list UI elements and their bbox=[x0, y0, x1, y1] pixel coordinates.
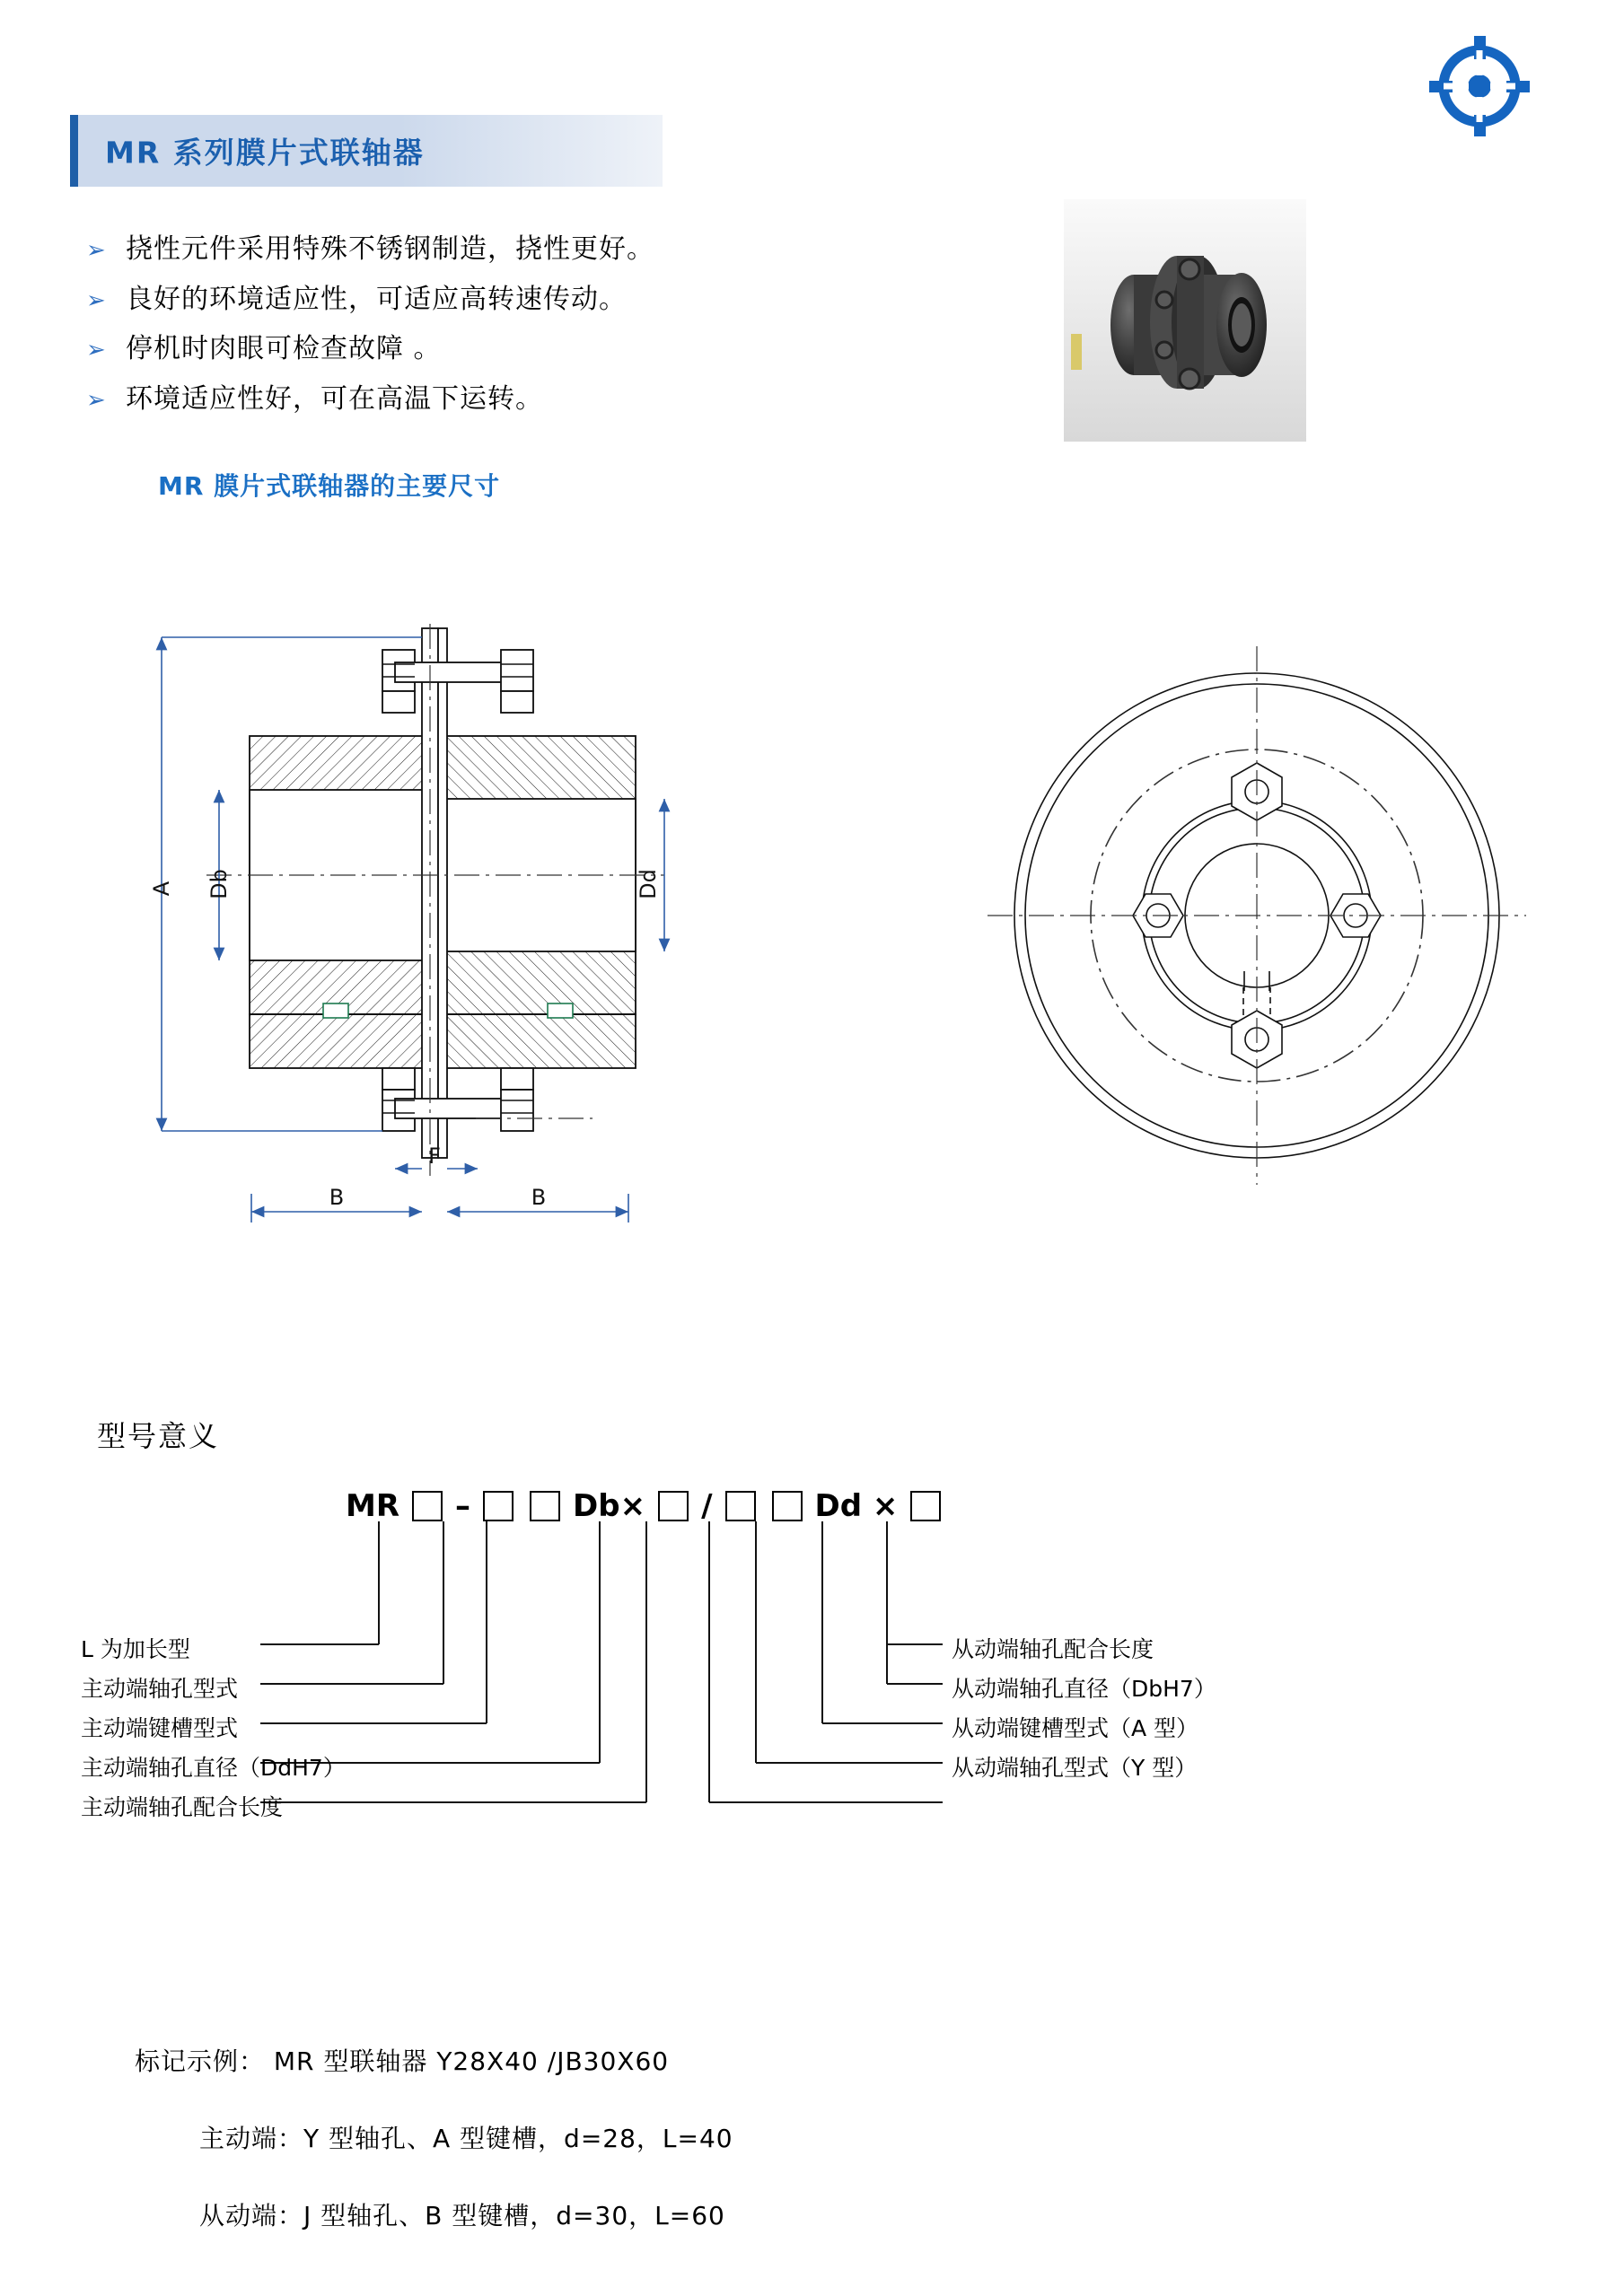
page-title: MR 系列膜片式联轴器 bbox=[105, 135, 425, 171]
arrow-bullet-icon: ➢ bbox=[86, 337, 106, 364]
list-item bbox=[86, 381, 894, 418]
dim-label-B-right: B bbox=[531, 1185, 547, 1210]
coupling-front-view-drawing bbox=[970, 619, 1562, 1266]
arrow-bullet-icon: ➢ bbox=[86, 237, 106, 264]
feature-text: 环境适应性好，可在高温下运转。 bbox=[126, 382, 543, 415]
legend-left-5: 主动端轴孔配合长度 bbox=[81, 1794, 284, 1820]
legend-right-3: 从动端键槽型式（A 型） bbox=[952, 1715, 1199, 1741]
dim-label-B-left: B bbox=[329, 1185, 345, 1210]
example-line-1: 标记示例： MR 型联轴器 Y28X40 /JB30X60 bbox=[135, 2046, 670, 2076]
dim-label-Dd: Dd bbox=[636, 869, 661, 899]
legend-right-2: 从动端轴孔直径（DbH7） bbox=[952, 1676, 1216, 1702]
list-item bbox=[86, 282, 894, 319]
dimensions-sub-heading: MR 膜片式联轴器的主要尺寸 bbox=[158, 471, 501, 501]
dim-label-A: A bbox=[149, 881, 174, 897]
list-item bbox=[86, 232, 894, 268]
legend-left-2: 主动端轴孔型式 bbox=[81, 1676, 239, 1702]
model-code-diagram bbox=[81, 1472, 1553, 2029]
example-line-2: 主动端：Y 型轴孔、A 型键槽，d=28，L=40 bbox=[199, 2124, 733, 2153]
arrow-bullet-icon: ➢ bbox=[86, 286, 106, 314]
feature-text: 良好的环境适应性，可适应高转速传动。 bbox=[126, 283, 627, 315]
feature-text: 停机时肉眼可检查故障 。 bbox=[126, 333, 442, 364]
dim-label-F: F bbox=[428, 1144, 441, 1169]
product-photo bbox=[1064, 199, 1306, 442]
code-dash: – bbox=[455, 1488, 471, 1524]
legend-left-4: 主动端轴孔直径（DdH7） bbox=[81, 1755, 346, 1781]
company-logo bbox=[1429, 36, 1530, 136]
coupling-section-drawing bbox=[126, 619, 916, 1301]
feature-text: 挠性元件采用特殊不锈钢制造，挠性更好。 bbox=[126, 233, 654, 265]
marking-example-block bbox=[135, 2042, 1391, 2274]
legend-left-1: L 为加长型 bbox=[81, 1636, 190, 1662]
model-code-section-title: 型号意义 bbox=[97, 1419, 220, 1453]
legend-left-3: 主动端键槽型式 bbox=[81, 1715, 239, 1741]
code-slash: / bbox=[701, 1488, 713, 1524]
legend-right-1: 从动端轴孔配合长度 bbox=[952, 1636, 1154, 1662]
list-item bbox=[86, 331, 894, 368]
code-db-label: Db× bbox=[573, 1488, 646, 1524]
code-prefix: MR bbox=[346, 1488, 400, 1524]
example-line-3: 从动端：J 型轴孔、B 型键槽，d=30，L=60 bbox=[199, 2201, 725, 2230]
page-title-banner bbox=[70, 115, 663, 187]
feature-list bbox=[86, 232, 894, 431]
code-dd-label: Dd × bbox=[814, 1488, 899, 1524]
dim-label-Db: Db bbox=[206, 869, 232, 899]
arrow-bullet-icon: ➢ bbox=[86, 386, 106, 414]
legend-right-4: 从动端轴孔型式（Y 型） bbox=[952, 1755, 1198, 1781]
